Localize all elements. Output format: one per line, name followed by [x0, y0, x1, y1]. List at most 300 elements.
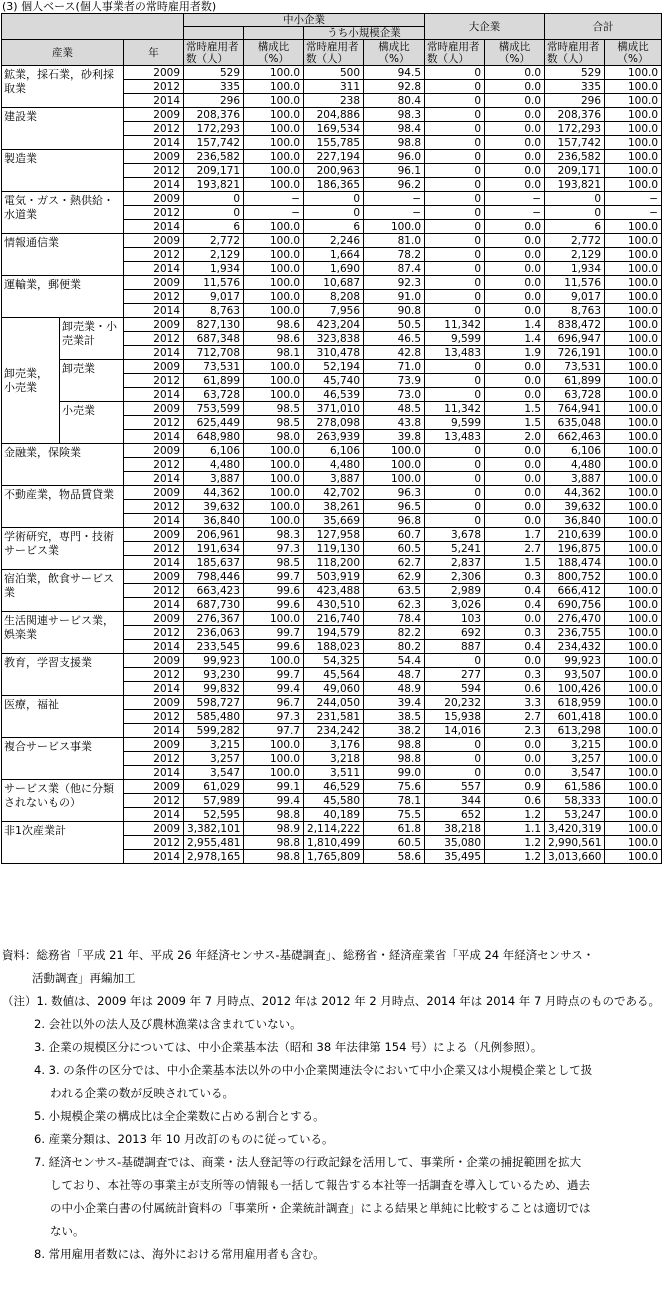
value-cell: 0.3	[485, 570, 545, 584]
value-cell: −	[485, 206, 545, 220]
value-cell: 344	[425, 794, 485, 808]
value-cell: 209,171	[184, 164, 244, 178]
value-cell: 0	[425, 276, 485, 290]
value-cell: 3,176	[304, 738, 364, 752]
value-cell: 98.5	[244, 416, 304, 430]
value-cell: 97.3	[244, 542, 304, 556]
value-cell: 0.0	[485, 122, 545, 136]
value-cell: 0.0	[485, 388, 545, 402]
value-cell: 96.3	[364, 486, 425, 500]
value-cell: 100.0	[605, 584, 662, 598]
value-cell: 100.0	[605, 570, 662, 584]
table-row	[2, 402, 662, 416]
value-cell: 423,488	[304, 584, 364, 598]
value-cell: 100.0	[605, 374, 662, 388]
industry-label: 宿泊業，飲食サービス業	[2, 570, 124, 612]
value-cell: 96.8	[364, 514, 425, 528]
value-cell: 39.8	[364, 430, 425, 444]
value-cell: 100.0	[605, 304, 662, 318]
value-cell: 2,989	[425, 584, 485, 598]
value-cell: 0	[304, 192, 364, 206]
year-cell: 2014	[124, 136, 184, 150]
value-cell: 800,752	[545, 570, 605, 584]
value-cell: 0	[545, 192, 605, 206]
value-cell: 4,480	[304, 458, 364, 472]
value-cell: 54.4	[364, 654, 425, 668]
value-cell: 100.0	[605, 108, 662, 122]
value-cell: 100.0	[244, 290, 304, 304]
value-cell: 206,961	[184, 528, 244, 542]
year-cell: 2012	[124, 122, 184, 136]
year-cell: 2014	[124, 766, 184, 780]
value-cell: 0	[425, 458, 485, 472]
year-cell: 2014	[124, 430, 184, 444]
value-cell: 0	[425, 66, 485, 80]
value-cell: 100.0	[244, 766, 304, 780]
value-cell: 87.4	[364, 262, 425, 276]
value-cell: 44,362	[545, 486, 605, 500]
value-cell: 0	[184, 192, 244, 206]
year-cell: 2014	[124, 724, 184, 738]
value-cell: 210,639	[545, 528, 605, 542]
year-cell: 2014	[124, 472, 184, 486]
value-cell: 0	[425, 514, 485, 528]
year-cell: 2009	[124, 234, 184, 248]
year-cell: 2009	[124, 108, 184, 122]
value-cell: 3,420,319	[545, 822, 605, 836]
value-cell: 93,230	[184, 668, 244, 682]
value-cell: 0	[425, 654, 485, 668]
value-cell: 753,599	[184, 402, 244, 416]
value-cell: 1,934	[545, 262, 605, 276]
value-cell: −	[485, 192, 545, 206]
value-cell: 887	[425, 640, 485, 654]
value-cell: −	[244, 206, 304, 220]
value-cell: 4,480	[184, 458, 244, 472]
value-cell: 63,728	[184, 388, 244, 402]
value-cell: 2.7	[485, 542, 545, 556]
value-cell: 80.2	[364, 640, 425, 654]
year-cell: 2014	[124, 556, 184, 570]
value-cell: 0.0	[485, 752, 545, 766]
value-cell: 594	[425, 682, 485, 696]
value-cell: 0.3	[485, 668, 545, 682]
value-cell: 8,208	[304, 290, 364, 304]
value-cell: 323,838	[304, 332, 364, 346]
value-cell: 0	[425, 206, 485, 220]
table-row	[2, 612, 662, 626]
value-cell: 764,941	[545, 402, 605, 416]
value-cell: 648,980	[184, 430, 244, 444]
value-cell: 100.0	[605, 682, 662, 696]
value-cell: 0.0	[485, 108, 545, 122]
value-cell: 0	[425, 304, 485, 318]
value-cell: 78.2	[364, 248, 425, 262]
header-sme-ratio-blank	[244, 27, 304, 40]
value-cell: 0	[425, 122, 485, 136]
value-cell: 40,189	[304, 808, 364, 822]
source-line: 活動調査」再編加工	[32, 971, 136, 985]
value-cell: 100.0	[605, 122, 662, 136]
value-cell: 97.3	[244, 710, 304, 724]
value-cell: 687,730	[184, 598, 244, 612]
value-cell: 236,755	[545, 626, 605, 640]
value-cell: 100.0	[605, 794, 662, 808]
value-cell: 9,599	[425, 332, 485, 346]
value-cell: 100.0	[605, 738, 662, 752]
value-cell: 0.0	[485, 458, 545, 472]
value-cell: 100.0	[244, 80, 304, 94]
value-cell: 2.0	[485, 430, 545, 444]
value-cell: 663,423	[184, 584, 244, 598]
value-cell: 6,106	[304, 444, 364, 458]
table-caption: (3) 個人ベース(個人事業者の常時雇用者数)	[2, 0, 217, 13]
value-cell: 0	[425, 290, 485, 304]
value-cell: 311	[304, 80, 364, 94]
value-cell: 99.7	[244, 668, 304, 682]
value-cell: 3,547	[545, 766, 605, 780]
industry-label: 生活関連サービス業，娯楽業	[2, 612, 124, 654]
value-cell: 687,348	[184, 332, 244, 346]
value-cell: 57,989	[184, 794, 244, 808]
value-cell: 63,728	[545, 388, 605, 402]
value-cell: 98.9	[244, 822, 304, 836]
value-cell: 100.0	[244, 444, 304, 458]
value-cell: 13,483	[425, 430, 485, 444]
year-cell: 2014	[124, 220, 184, 234]
year-cell: 2014	[124, 514, 184, 528]
value-cell: 50.5	[364, 318, 425, 332]
value-cell: 100.0	[605, 724, 662, 738]
value-cell: 100.0	[605, 472, 662, 486]
header-total: 合計	[545, 14, 662, 40]
table-row	[2, 192, 662, 206]
value-cell: 172,293	[545, 122, 605, 136]
value-cell: 48.7	[364, 668, 425, 682]
note-5: 5. 小規模企業の構成比は全企業数に占める割合とする。	[34, 1109, 325, 1123]
value-cell: 3,511	[304, 766, 364, 780]
value-cell: 99.6	[244, 640, 304, 654]
industry-label: 不動産業，物品賃貸業	[2, 486, 124, 528]
value-cell: 696,947	[545, 332, 605, 346]
value-cell: 0.0	[485, 234, 545, 248]
value-cell: 45,740	[304, 374, 364, 388]
value-cell: 100.0	[605, 178, 662, 192]
header-ratio: 構成比（%）	[605, 40, 662, 66]
value-cell: 100.0	[605, 444, 662, 458]
value-cell: 601,418	[545, 710, 605, 724]
value-cell: 3,026	[425, 598, 485, 612]
value-cell: 61,899	[545, 374, 605, 388]
value-cell: 1.9	[485, 346, 545, 360]
value-cell: 0	[425, 262, 485, 276]
value-cell: 0.0	[485, 94, 545, 108]
value-cell: 2,955,481	[184, 836, 244, 850]
value-cell: 0.0	[485, 444, 545, 458]
value-cell: 666,412	[545, 584, 605, 598]
value-cell: 3,382,101	[184, 822, 244, 836]
value-cell: 100.0	[244, 360, 304, 374]
value-cell: 98.8	[364, 738, 425, 752]
value-cell: 155,785	[304, 136, 364, 150]
value-cell: 234,432	[545, 640, 605, 654]
industry-label: 情報通信業	[2, 234, 124, 276]
year-cell: 2009	[124, 150, 184, 164]
value-cell: 244,050	[304, 696, 364, 710]
value-cell: 96.0	[364, 150, 425, 164]
value-cell: 100.0	[605, 416, 662, 430]
value-cell: 236,063	[184, 626, 244, 640]
value-cell: 3.3	[485, 696, 545, 710]
value-cell: 0	[425, 164, 485, 178]
year-cell: 2009	[124, 192, 184, 206]
value-cell: 798,446	[184, 570, 244, 584]
value-cell: 100.0	[605, 80, 662, 94]
value-cell: 3,215	[184, 738, 244, 752]
value-cell: −	[364, 206, 425, 220]
year-cell: 2012	[124, 206, 184, 220]
value-cell: 236,582	[184, 150, 244, 164]
value-cell: 0.0	[485, 276, 545, 290]
value-cell: 0	[425, 192, 485, 206]
year-cell: 2014	[124, 598, 184, 612]
year-cell: 2009	[124, 276, 184, 290]
header-emp: 常時雇用者数（人）	[425, 40, 485, 66]
value-cell: 43.8	[364, 416, 425, 430]
value-cell: 2,129	[184, 248, 244, 262]
year-cell: 2009	[124, 570, 184, 584]
value-cell: 99,923	[545, 654, 605, 668]
value-cell: 75.6	[364, 780, 425, 794]
value-cell: 1.4	[485, 332, 545, 346]
sub-industry-label: 小売業	[60, 402, 124, 444]
value-cell: 3,678	[425, 528, 485, 542]
value-cell: 38.5	[364, 710, 425, 724]
value-cell: 0.0	[485, 262, 545, 276]
data-table	[1, 13, 662, 864]
value-cell: 54,325	[304, 654, 364, 668]
value-cell: 1.5	[485, 416, 545, 430]
value-cell: 335	[545, 80, 605, 94]
year-cell: 2014	[124, 640, 184, 654]
value-cell: 0.0	[485, 290, 545, 304]
value-cell: 78.1	[364, 794, 425, 808]
value-cell: 1,934	[184, 262, 244, 276]
value-cell: 1.7	[485, 528, 545, 542]
value-cell: 5,241	[425, 542, 485, 556]
value-cell: 194,579	[304, 626, 364, 640]
table-row	[2, 738, 662, 752]
value-cell: 8,763	[545, 304, 605, 318]
value-cell: 1.5	[485, 556, 545, 570]
value-cell: 127,958	[304, 528, 364, 542]
value-cell: 100.0	[605, 234, 662, 248]
value-cell: 193,821	[184, 178, 244, 192]
value-cell: 9,599	[425, 416, 485, 430]
value-cell: 0	[425, 360, 485, 374]
value-cell: 100.0	[244, 164, 304, 178]
value-cell: 1.4	[485, 318, 545, 332]
value-cell: 100.0	[244, 262, 304, 276]
value-cell: 186,365	[304, 178, 364, 192]
value-cell: 613,298	[545, 724, 605, 738]
year-cell: 2012	[124, 584, 184, 598]
value-cell: 3,257	[184, 752, 244, 766]
industry-label: 教育，学習支援業	[2, 654, 124, 696]
year-cell: 2009	[124, 738, 184, 752]
value-cell: 1.1	[485, 822, 545, 836]
value-cell: 1.2	[485, 808, 545, 822]
value-cell: 49,060	[304, 682, 364, 696]
value-cell: 98.8	[244, 850, 304, 864]
value-cell: 98.0	[244, 430, 304, 444]
value-cell: 100.0	[605, 528, 662, 542]
value-cell: 172,293	[184, 122, 244, 136]
value-cell: 96.1	[364, 164, 425, 178]
value-cell: 0	[425, 150, 485, 164]
value-cell: 100.0	[605, 822, 662, 836]
value-cell: 100.0	[605, 654, 662, 668]
value-cell: 618,959	[545, 696, 605, 710]
value-cell: 0	[425, 178, 485, 192]
value-cell: 423,204	[304, 318, 364, 332]
value-cell: 45,564	[304, 668, 364, 682]
value-cell: 13,483	[425, 346, 485, 360]
value-cell: 0.0	[485, 150, 545, 164]
value-cell: 35,669	[304, 514, 364, 528]
value-cell: 98.5	[244, 556, 304, 570]
value-cell: 10,687	[304, 276, 364, 290]
value-cell: 82.2	[364, 626, 425, 640]
value-cell: 90.8	[364, 304, 425, 318]
industry-label: 建設業	[2, 108, 124, 150]
value-cell: 0	[184, 206, 244, 220]
value-cell: 92.8	[364, 80, 425, 94]
value-cell: 92.3	[364, 276, 425, 290]
value-cell: 20,232	[425, 696, 485, 710]
note-3: 3. 企業の規模区分については、中小企業基本法（昭和 38 年法律第 154 号）による（凡例参照）。	[34, 1040, 543, 1054]
value-cell: 80.4	[364, 94, 425, 108]
value-cell: 100.0	[244, 150, 304, 164]
value-cell: 6	[304, 220, 364, 234]
value-cell: 3,887	[184, 472, 244, 486]
year-cell: 2014	[124, 388, 184, 402]
value-cell: 371,010	[304, 402, 364, 416]
value-cell: 98.3	[244, 528, 304, 542]
value-cell: 0	[425, 766, 485, 780]
value-cell: 430,510	[304, 598, 364, 612]
value-cell: 100.0	[605, 276, 662, 290]
year-cell: 2009	[124, 654, 184, 668]
value-cell: 100.0	[605, 710, 662, 724]
header-large: 大企業	[425, 14, 545, 40]
year-cell: 2014	[124, 304, 184, 318]
note-4-cont: われる企業の数が反映されている。	[50, 1086, 234, 1100]
value-cell: 91.0	[364, 290, 425, 304]
value-cell: 100.0	[605, 262, 662, 276]
year-cell: 2009	[124, 444, 184, 458]
note-7-cont: しており、本社等の事業主が支所等の情報も一括して報告する本社等一括調査を導入しているため、過去	[50, 1178, 591, 1192]
value-cell: 1.2	[485, 836, 545, 850]
year-cell: 2012	[124, 164, 184, 178]
value-cell: 103	[425, 612, 485, 626]
value-cell: 48.5	[364, 402, 425, 416]
value-cell: 276,367	[184, 612, 244, 626]
value-cell: 278,098	[304, 416, 364, 430]
value-cell: 118,200	[304, 556, 364, 570]
value-cell: 6,106	[545, 444, 605, 458]
value-cell: 100.0	[244, 220, 304, 234]
value-cell: 98.8	[364, 752, 425, 766]
value-cell: 100.0	[244, 276, 304, 290]
header-ratio: 構成比（%）	[485, 40, 545, 66]
value-cell: 208,376	[545, 108, 605, 122]
notes	[2, 944, 661, 1266]
value-cell: −	[605, 206, 662, 220]
value-cell: 100.0	[605, 486, 662, 500]
value-cell: 15,938	[425, 710, 485, 724]
value-cell: 58.6	[364, 850, 425, 864]
header-emp: 常時雇用者数（人）	[304, 40, 364, 66]
value-cell: 726,191	[545, 346, 605, 360]
value-cell: 0.0	[485, 80, 545, 94]
value-cell: 529	[545, 66, 605, 80]
value-cell: 529	[184, 66, 244, 80]
value-cell: 81.0	[364, 234, 425, 248]
value-cell: 100.0	[605, 696, 662, 710]
table-row	[2, 108, 662, 122]
value-cell: 1.5	[485, 402, 545, 416]
value-cell: 100.0	[244, 752, 304, 766]
year-cell: 2012	[124, 836, 184, 850]
value-cell: 231,581	[304, 710, 364, 724]
value-cell: 100.0	[364, 220, 425, 234]
value-cell: 3,547	[184, 766, 244, 780]
value-cell: 208,376	[184, 108, 244, 122]
value-cell: 236,582	[545, 150, 605, 164]
value-cell: 39,632	[545, 500, 605, 514]
value-cell: 100.0	[244, 94, 304, 108]
value-cell: 0.4	[485, 598, 545, 612]
value-cell: 3,887	[304, 472, 364, 486]
value-cell: 0.6	[485, 682, 545, 696]
value-cell: 60.5	[364, 836, 425, 850]
year-cell: 2012	[124, 80, 184, 94]
value-cell: 3,218	[304, 752, 364, 766]
value-cell: 99.1	[244, 780, 304, 794]
value-cell: 61.8	[364, 822, 425, 836]
value-cell: 73,531	[184, 360, 244, 374]
header-sme: 中小企業	[184, 14, 425, 27]
value-cell: 98.4	[364, 122, 425, 136]
table-row	[2, 360, 662, 374]
table-row	[2, 780, 662, 794]
value-cell: 7,956	[304, 304, 364, 318]
value-cell: 277	[425, 668, 485, 682]
value-cell: 2,978,165	[184, 850, 244, 864]
value-cell: 9,017	[184, 290, 244, 304]
value-cell: 100.0	[244, 458, 304, 472]
value-cell: 100.0	[605, 164, 662, 178]
value-cell: 99.0	[364, 766, 425, 780]
value-cell: 2,772	[184, 234, 244, 248]
value-cell: 712,708	[184, 346, 244, 360]
value-cell: 11,342	[425, 318, 485, 332]
year-cell: 2009	[124, 402, 184, 416]
value-cell: 48.9	[364, 682, 425, 696]
value-cell: 0	[545, 206, 605, 220]
value-cell: 98.8	[244, 808, 304, 822]
